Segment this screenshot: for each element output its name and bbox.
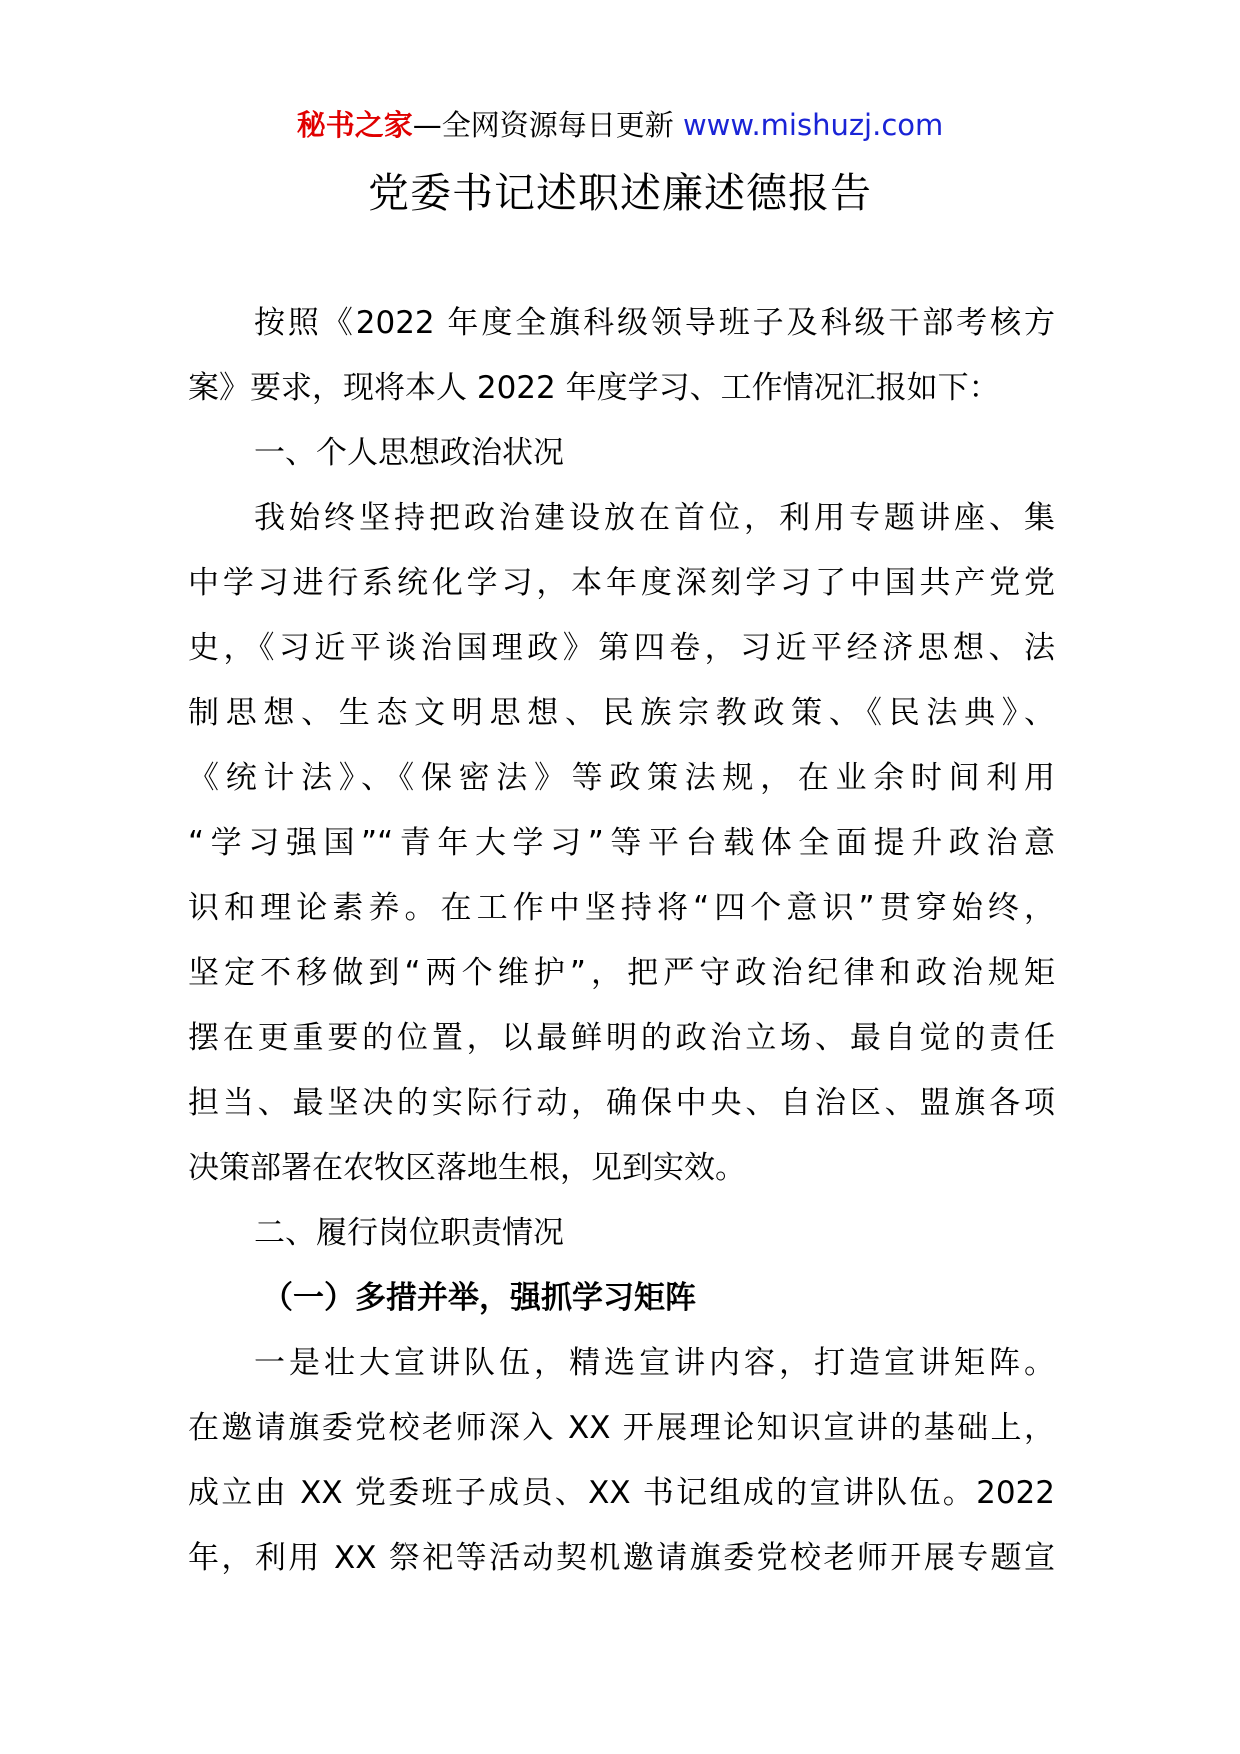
- paragraph-line: 成立由 XX 党委班子成员、XX 书记组成的宣讲队伍。2022: [188, 1475, 1055, 1511]
- paragraph-line: 在邀请旗委党校老师深入 XX 开展理论知识宣讲的基础上，: [188, 1410, 1055, 1446]
- site-tagline: —全网资源每日更新: [412, 108, 674, 142]
- subsection-heading: （一）多措并举，强抓学习矩阵: [262, 1280, 696, 1316]
- document-title: 党委书记述职述廉述德报告: [368, 169, 872, 217]
- paragraph-line: 决策部署在农牧区落地生根，见到实效。: [188, 1150, 746, 1186]
- paragraph-line: 担当、最坚决的实际行动，确保中央、自治区、盟旗各项: [188, 1085, 1055, 1121]
- paragraph-line: 按照《2022 年度全旗科级领导班子及科级干部考核方: [254, 305, 1055, 341]
- section-heading: 一、个人思想政治状况: [254, 435, 564, 471]
- paragraph-line: 《统计法》、《保密法》等政策法规，在业余时间利用: [188, 760, 1055, 796]
- paragraph-line: 案》要求，现将本人 2022 年度学习、工作情况汇报如下：: [188, 370, 1000, 406]
- paragraph-line: 制思想、生态文明思想、民族宗教政策、《民法典》、: [188, 695, 1055, 731]
- paragraph-line: 摆在更重要的位置，以最鲜明的政治立场、最自觉的责任: [188, 1020, 1055, 1056]
- paragraph-line: 一是壮大宣讲队伍，精选宣讲内容，打造宣讲矩阵。: [254, 1345, 1055, 1381]
- paragraph-line: 识和理论素养。在工作中坚持将“四个意识”贯穿始终，: [188, 890, 1055, 926]
- paragraph-line: 年，利用 XX 祭祀等活动契机邀请旗委党校老师开展专题宣: [188, 1540, 1055, 1576]
- paragraph-line: 坚定不移做到“两个维护”，把严守政治纪律和政治规矩: [188, 955, 1055, 991]
- paragraph-line: 中学习进行系统化学习，本年度深刻学习了中国共产党党: [188, 565, 1055, 601]
- site-header: [0, 100, 1240, 150]
- paragraph-line: “学习强国”“青年大学习”等平台载体全面提升政治意: [188, 825, 1055, 861]
- paragraph-line: 史，《习近平谈治国理政》第四卷，习近平经济思想、法: [188, 630, 1055, 666]
- section-heading: 二、履行岗位职责情况: [254, 1215, 564, 1251]
- document-body: [188, 291, 1055, 1591]
- site-brand: 秘书之家: [296, 108, 413, 142]
- paragraph-line: 我始终坚持把政治建设放在首位，利用专题讲座、集: [254, 500, 1055, 536]
- site-url-link[interactable]: www.mishuzj.com: [682, 108, 944, 142]
